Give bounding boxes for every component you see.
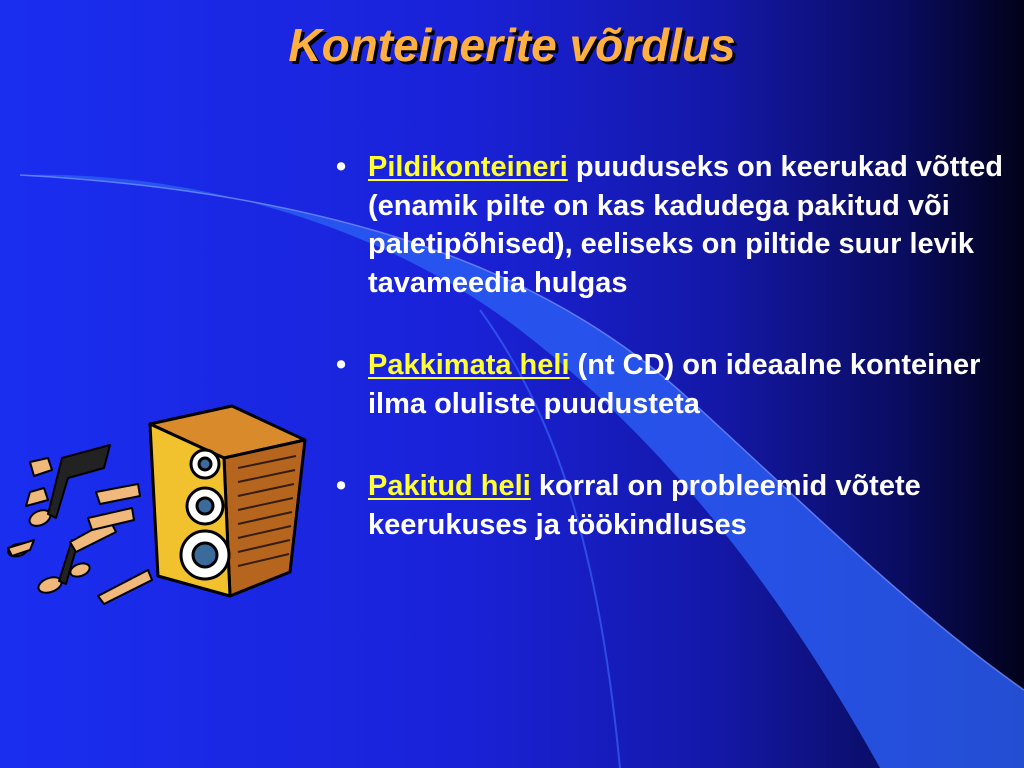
speaker-with-music-notes-icon bbox=[0, 400, 320, 620]
music-notes-icon bbox=[7, 445, 152, 604]
bullet-link[interactable]: Pakkimata heli bbox=[368, 349, 570, 381]
bullet-text: (nt CD) on ideaalne konteiner ilma oluliste puudusteta bbox=[368, 349, 981, 420]
bullet-text: korral on probleemid võtete keerukuses ja töökindluses bbox=[368, 470, 921, 541]
bullet-list bbox=[336, 148, 1016, 588]
bullet-item bbox=[336, 467, 1016, 544]
slide-title: Konteinerite võrdlus bbox=[288, 19, 736, 71]
bullet-item bbox=[336, 346, 1016, 423]
bullet-item bbox=[336, 148, 1016, 302]
bullet-link[interactable]: Pakitud heli bbox=[368, 470, 531, 502]
speaker-icon bbox=[150, 406, 305, 596]
bullet-text: puuduseks on keerukad võtted (enamik pilte on kas kadudega pakitud või paletipõhised), eeliseks on piltide suur levik tavameedia hulgas bbox=[368, 151, 1003, 299]
bullet-link[interactable]: Pildikonteineri bbox=[368, 151, 568, 183]
